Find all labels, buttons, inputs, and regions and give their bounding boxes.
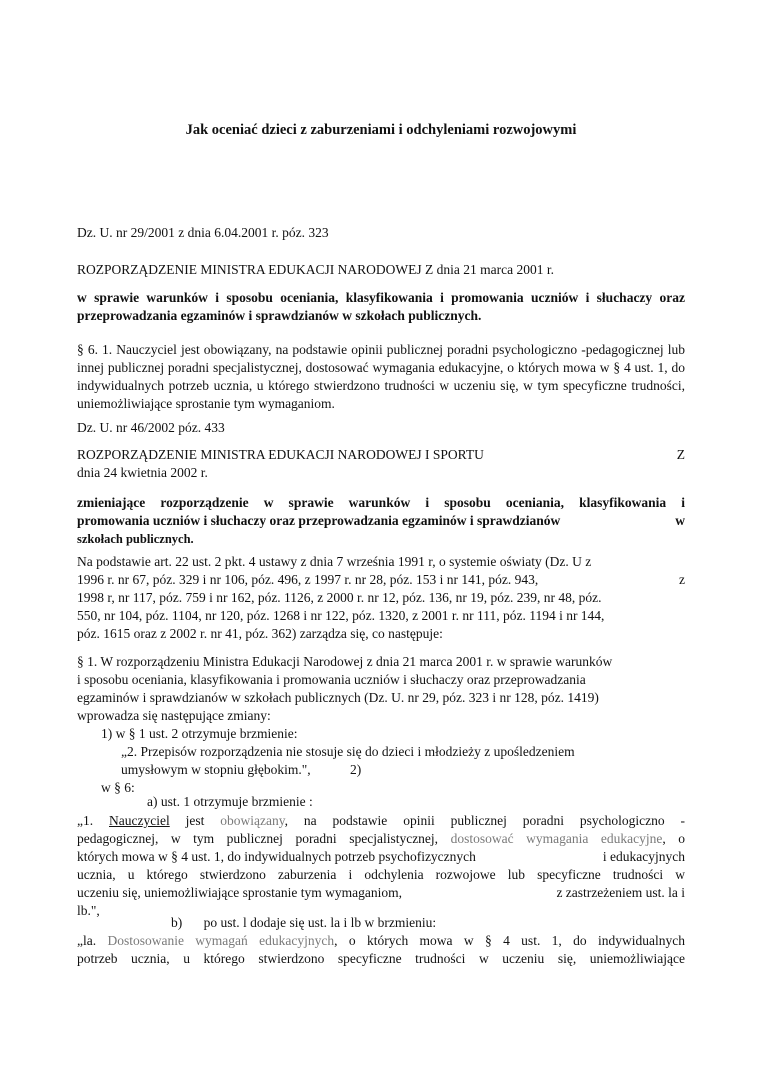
legal-basis-line-2: 1996 r. nr 67, póz. 329 i nr 106, póz. 496, z 1997 r. nr 28, póz. 153 i nr 141, póz. 943, [77,572,539,587]
phrase-dostosowac-wymagania: dostosować wymagania edukacyjne [450,831,663,846]
decree-2-subject-line-2: promowania uczniów i słuchaczy oraz przeprowadzania egzaminów i sprawdzianów [77,513,561,528]
section-1-line-1: § 1. W rozporządzeniu Ministra Edukacji Narodowej z dnia 21 marca 2001 r. w sprawie warunków [77,654,613,669]
decree-2-heading [77,446,685,482]
legal-basis-line-4: 550, nr 104, póz. 1104, nr 120, póz. 1268 i nr 122, póz. 1320, z 2001 r. nr 111, póz. 1194 i nr 144, [77,608,605,623]
decree-2-z: Z [676,447,685,462]
legal-basis [77,553,685,643]
quote-ust-1-line-2-text: pedagogicznej, w tym publicznej poradni specjalistycznej, [77,831,451,846]
decree-1-subject: w sprawie warunków i sposobu oceniania, klasyfikowania i promowania uczniów i słuchaczy oraz przeprowadzania egzaminów i sprawdzianów w szkołach publicznych. [77,290,685,323]
legal-basis-line-5: póz. 1615 oraz z 2002 r. nr 41, póz. 362) zarządza się, co następuje: [77,626,443,641]
item-2b-letter: b) [171,915,183,930]
amendment-item-2b [77,914,760,932]
quote-ust-1-line-3 [77,848,685,866]
quote-ust-1-line-5 [77,884,685,902]
legal-basis-line-1: Na podstawie art. 22 ust. 2 pkt. 4 ustawy z dnia 7 września 1991 r, o systemie oświaty (Dz. U z [77,554,592,569]
decree-2-title: ROZPORZĄDZENIE MINISTRA EDUKACJI NARODOWEJ I SPORTU [77,447,484,462]
word-jest: jest [169,813,221,828]
quote-ust-1-line-1 [77,812,685,830]
phrase-dostosowanie-wymagan: Dostosowanie wymagań edukacyjnych [107,933,335,948]
quote-ust-1 [77,812,685,920]
quote-ust-1a [77,932,685,968]
document-title: Jak oceniać dzieci z zaburzeniami i odchyleniami rozwojowymi [185,122,577,138]
decree-2-date: dnia 24 kwietnia 2002 r. [77,465,208,480]
amendment-item-2a: a) ust. 1 otrzymuje brzmienie : [147,794,313,809]
quote-ust-1-line-1-rest: , na podstawie opinii publicznej poradni psychologiczno - [284,813,685,828]
decree-2-subject-line-1: zmieniające rozporządzenie w sprawie warunków i sposobu oceniania, klasyfikowania i [77,495,685,510]
section-1 [77,653,685,797]
legal-basis-line-3: 1998 r, nr 117, póz. 759 i nr 162, póz. 1126, z 2000 r. nr 12, póz. 136, nr 19, póz. 239, nr 48, póz. [77,590,602,605]
reference-line-2: Dz. U. nr 46/2002 póz. 433 [77,420,225,435]
quote-ust-1a-line-1-rest: , o których mowa w § 4 ust. 1, do indywidualnych [334,933,685,948]
quote-2-line-1: „2. Przepisów rozporządzenia nie stosuje się do dzieci i młodzieży z upośledzeniem [121,744,575,759]
amendment-item-1: 1) w § 1 ust. 2 otrzymuje brzmienie: [101,726,298,741]
word-obowiazany: obowiązany [220,813,285,828]
quote-ust-1a-open: „la. [77,933,108,948]
quote-ust-1-line-3-end: i edukacyjnych [602,849,685,864]
amendment-item-2: w § 6: [101,780,135,795]
quote-ust-1a-line-2: potrzeb ucznia, u którego stwierdzono specyficzne trudności w uczeniu się, uniemożliwiające [77,951,685,966]
section-1-line-2: i sposobu oceniania, klasyfikowania i promowania uczniów i słuchaczy oraz przeprowadzania [77,672,586,687]
quote-ust-1-line-5-end: z zastrzeżeniem ust. la i [556,885,685,900]
quote-ust-1-line-4: ucznia, u którego stwierdzono zaburzenia i odchylenia rozwojowe lub specyficzne trudności w [77,867,685,882]
decree-1-heading: ROZPORZĄDZENIE MINISTRA EDUKACJI NARODOWEJ Z dnia 21 marca 2001 r. [77,262,554,277]
quote-ust-1-line-2 [77,830,685,848]
word-nauczyciel: Nauczyciel [109,813,170,828]
quote-ust-1-line-3-text: których mowa w § 4 ust. 1, do indywidualnych potrzeb psychofizycznych [77,849,476,864]
decree-2-subject-line-2-end: w [675,513,685,528]
quote-open: „1. [77,813,110,828]
item-2b-text: po ust. l dodaje się ust. la i lb w brzmieniu: [203,915,437,930]
section-1-line-3: egzaminów i sprawdzianów w szkołach publicznych (Dz. U. nr 29, póz. 323 i nr 128, póz. 1419) [77,690,599,705]
section-1-line-4: wprowadza się następujące zmiany: [77,708,271,723]
quote-ust-1a-line-1 [77,932,685,950]
legal-basis-line-2-end: z [679,572,685,587]
item-2-number: 2) [350,762,362,777]
reference-line-1: Dz. U. nr 29/2001 z dnia 6.04.2001 r. póz. 323 [77,225,329,240]
paragraph-6: § 6. 1. Nauczyciel jest obowiązany, na podstawie opinii publicznej poradni psychologiczno -pedagogicznej lub innej publicznej poradni specjalistycznej, dostosować wymagania edukacyjne, o których mowa w § 4 ust. 1, do indywidualnych potrzeb ucznia, u którego stwierdzono trudności w uczeniu się, w tym specyficzne trudności, uniemożliwiające sprostanie tym wymaganiom. [77,342,685,411]
quote-ust-1-line-5-text: uczeniu się, uniemożliwiające sprostanie tym wymaganiom, [77,885,403,900]
quote-2-line-2-text: umysłowym w stopniu głębokim.", [121,762,311,777]
quote-ust-1-line-6: lb.", [77,903,100,918]
decree-2-subject [77,494,685,548]
quote-ust-1-line-2-end: , o [662,831,685,846]
quote-2-line-2 [77,761,685,779]
decree-2-subject-line-3: szkołach publicznych. [77,532,194,546]
